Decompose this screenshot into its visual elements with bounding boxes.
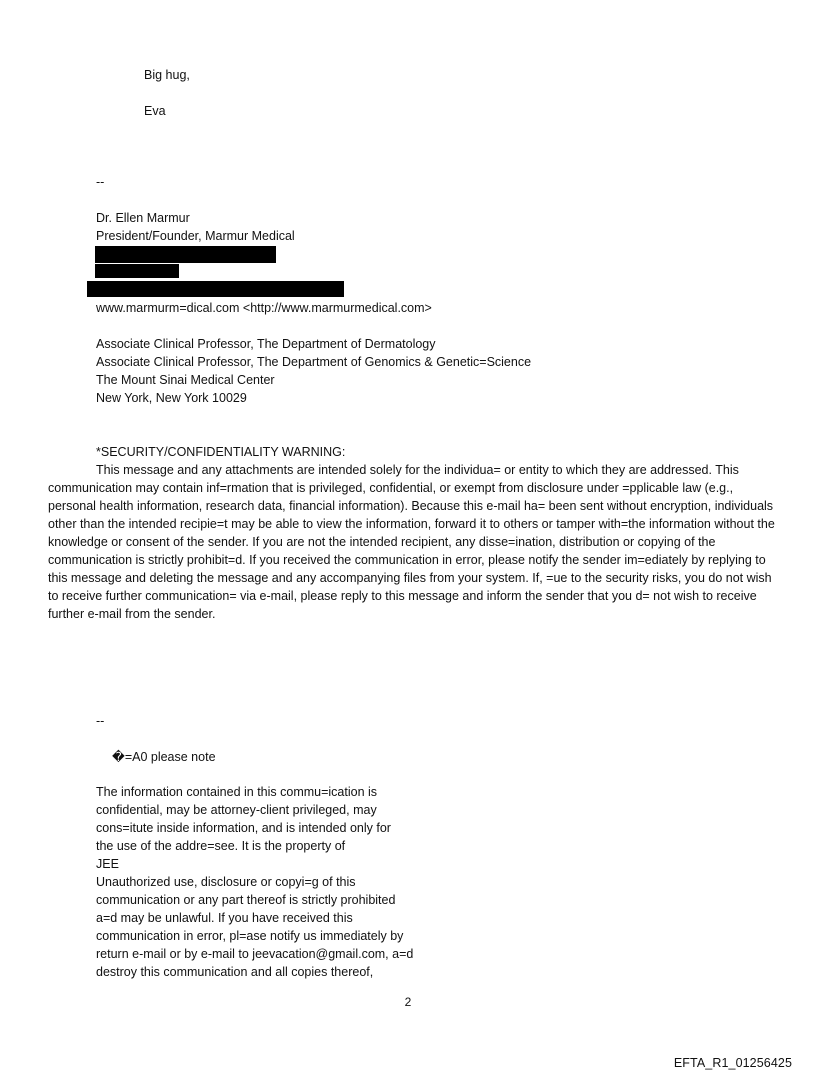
notice-line: The information contained in this commu=ication is — [96, 785, 378, 799]
warning-body — [48, 461, 776, 623]
signature-title: President/Founder, Marmur Medical — [96, 229, 295, 243]
confidentiality-notice — [96, 783, 456, 981]
page-number: 2 — [404, 995, 412, 1009]
redaction-block — [87, 281, 344, 297]
signature-affiliation-1: Associate Clinical Professor, The Department of Dermatology — [96, 337, 436, 351]
redaction-block — [95, 246, 276, 263]
notice-line: JEE — [96, 857, 119, 871]
notice-line: confidential, may be attorney-client privileged, may — [96, 803, 377, 817]
signature-city: New York, New York 10029 — [96, 391, 247, 405]
closing-salutation: Big hug, — [144, 68, 190, 82]
signature-institution: The Mount Sinai Medical Center — [96, 373, 275, 387]
signature-name: Dr. Ellen Marmur — [96, 211, 190, 225]
notice-line: destroy this communication and all copies thereof, — [96, 965, 374, 979]
notice-line: a=d may be unlawful. If you have received this — [96, 911, 353, 925]
notice-line: communication in error, pl=ase notify us immediately by — [96, 929, 404, 943]
signature-affiliation-2: Associate Clinical Professor, The Department of Genomics & Genetic=Science — [96, 355, 532, 369]
signature-website: www.marmurm=dical.com <http://www.marmurmedical.com> — [96, 301, 432, 315]
notice-line: the use of the addre=see. It is the property of — [96, 839, 346, 853]
warning-body-text: This message and any attachments are intended solely for the individua= or entity to which they are addressed. This communication may contain inf=rmation that is privileged, confidential, or exempt from disclosure under =pplicable law (e.g., personal health information, research data, financial information). Because this e-mail ha= been sent without encryption, individuals other than the intended recipie=t may be able to view the information, forward it to others or tamper with=the information without the knowledge or consent of the sender. If you are not the intended recipient, any disse=ination, distribution or copying of the communication is strictly prohibit=d. If you received the communication in error, please notify the sender im=ediately by replying to this message and deleting the message and any accompanying files from your system. If, =ue to the security risks, you do not wish to receive further communication= via e-mail, please reply to this message and inform the sender that you d= not wish to receive further e-mail from the sender. — [48, 463, 775, 621]
warning-heading: *SECURITY/CONFIDENTIALITY WARNING: — [96, 445, 346, 459]
bates-number: EFTA_R1_01256425 — [673, 1056, 792, 1070]
closing-name: Eva — [144, 104, 166, 118]
redaction-block — [95, 264, 179, 278]
notice-line: return e-mail or by e-mail to jeevacation@gmail.com, a=d — [96, 947, 414, 961]
note-separator: -- — [96, 714, 105, 728]
notice-line: cons=itute inside information, and is intended only for — [96, 821, 391, 835]
notice-line: Unauthorized use, disclosure or copyi=g of this — [96, 875, 356, 889]
signature-separator: -- — [96, 175, 105, 189]
note-heading: �=A0 please note — [112, 750, 216, 764]
notice-line: communication or any part thereof is strictly prohibited — [96, 893, 396, 907]
